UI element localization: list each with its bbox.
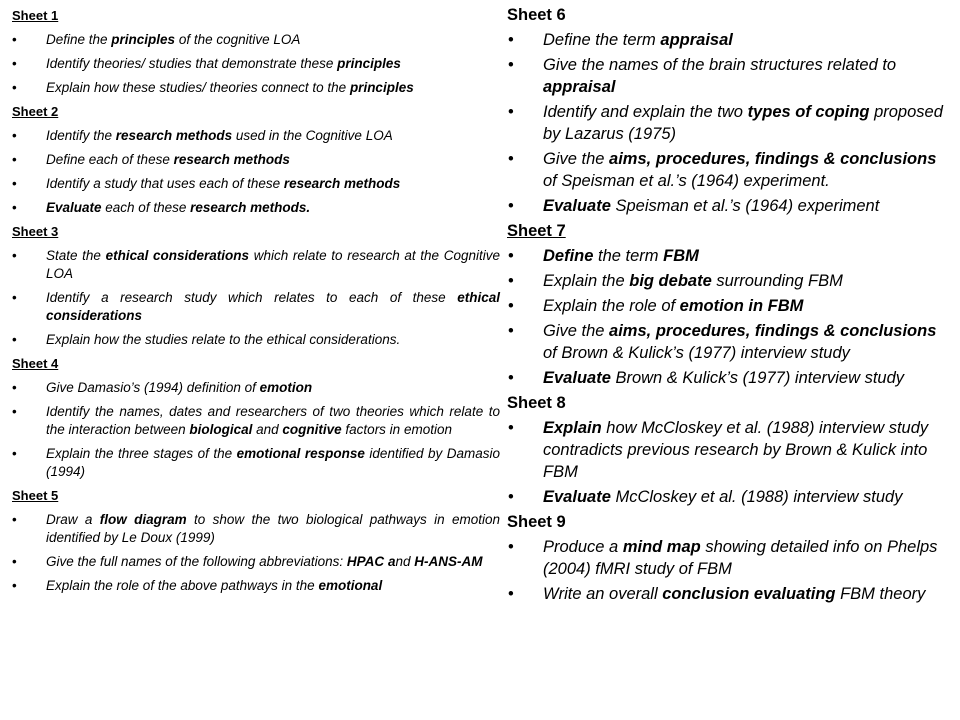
task-text: Brown & Kulick’s (1977) interview study: [610, 369, 905, 387]
sheet-task-list: [12, 247, 500, 349]
sheet-task-list: [12, 379, 500, 481]
task-text: Identify a study that uses each of these: [46, 176, 284, 191]
task-text: Explain the role of: [543, 297, 680, 315]
task-text: proposed by Lazarus (1975): [543, 103, 943, 143]
task-keyword: Evaluate: [46, 200, 102, 215]
task-item: [12, 31, 500, 49]
task-item: [12, 127, 500, 145]
task-item: [12, 331, 500, 349]
task-item: [12, 247, 500, 283]
sheet-task-list: [12, 31, 500, 97]
task-text: Identify a research study which relates to each of these: [46, 290, 458, 305]
task-keyword: HPAC: [346, 554, 385, 569]
task-item: [507, 486, 952, 508]
task-item: [507, 148, 952, 192]
task-keyword: principles: [337, 56, 401, 71]
task-text: factors in emotion: [341, 422, 452, 437]
task-keyword: cognitive: [282, 422, 342, 437]
task-text: how McCloskey et al. (1988) interview study contradicts previous research by Brown & Kulick into FBM: [543, 419, 929, 481]
sheet-heading: Sheet 6: [507, 6, 566, 24]
task-item: [507, 195, 952, 217]
task-text: FBM theory: [835, 585, 926, 603]
task-item: [507, 583, 952, 605]
sheet-task-list: [12, 511, 500, 595]
task-keyword: Explain: [543, 419, 602, 437]
sheet-heading: Sheet 8: [507, 394, 566, 412]
task-text: Define the term: [543, 31, 661, 49]
task-keyword: emotion in FBM: [679, 297, 804, 315]
task-text: Identify and explain the two: [543, 103, 748, 121]
task-text: Explain the role of the above pathways in the: [46, 578, 319, 593]
task-item: [507, 417, 952, 483]
task-keyword: appraisal: [543, 78, 616, 96]
task-keyword: a: [387, 554, 396, 569]
task-keyword: Define: [543, 247, 594, 265]
task-keyword: emotional response: [236, 446, 365, 461]
task-item: [507, 245, 952, 267]
task-keyword: research methods: [115, 128, 233, 143]
task-text: Explain the three stages of the: [46, 446, 237, 461]
sheet-heading: Sheet 4: [12, 356, 59, 371]
left-column: [12, 7, 500, 601]
task-item: [507, 367, 952, 389]
sheet-heading: Sheet 1: [12, 8, 59, 23]
task-item: [12, 199, 500, 217]
sheet-heading: Sheet 2: [12, 104, 59, 119]
task-keyword: Evaluate: [543, 369, 611, 387]
task-keyword: aims, procedures, findings & conclusions: [609, 150, 937, 168]
task-item: [507, 270, 952, 292]
task-text: which relate to research at the Cognitive LOA: [46, 248, 500, 281]
task-keyword: H-ANS-AM: [414, 554, 483, 569]
task-keyword: appraisal: [660, 31, 733, 49]
task-keyword: principles: [111, 32, 176, 47]
task-keyword: research methods.: [190, 200, 311, 215]
task-keyword: ethical considerations: [105, 248, 250, 263]
sheet-task-list: [507, 245, 952, 389]
task-item: [12, 379, 500, 397]
task-text: Speisman et al.’s (1964) experiment: [610, 197, 880, 215]
sheet-task-list: [12, 127, 500, 217]
task-keyword: ethical considerations: [46, 290, 500, 323]
sheet-heading: Sheet 7: [507, 222, 566, 240]
task-item: [12, 289, 500, 325]
sheet-task-list: [507, 417, 952, 508]
task-text: used in the Cognitive LOA: [232, 128, 393, 143]
task-keyword: principles: [349, 80, 414, 95]
task-text: Identify the names, dates and researchers of two theories which relate to the interaction between: [46, 404, 500, 437]
sheet-heading: Sheet 5: [12, 488, 59, 503]
task-item: [12, 403, 500, 439]
sheet-heading: Sheet 3: [12, 224, 59, 239]
task-text: Produce a: [543, 538, 623, 556]
task-text: nd: [395, 554, 415, 569]
task-text: and: [252, 422, 283, 437]
task-text: Explain how these studies/ theories connect to the: [46, 80, 350, 95]
task-text: of Speisman et al.’s (1964) experiment.: [543, 172, 830, 190]
task-keyword: emotion: [259, 380, 313, 395]
task-keyword: aims, procedures, findings & conclusions: [609, 322, 937, 340]
task-item: [12, 553, 500, 571]
task-text: Explain the: [543, 272, 630, 290]
task-keyword: mind map: [622, 538, 701, 556]
task-item: [12, 511, 500, 547]
task-text: Write an overall: [543, 585, 663, 603]
task-keyword: emotional: [318, 578, 383, 593]
task-text: Identify theories/ studies that demonstrate these: [46, 56, 338, 71]
task-item: [507, 536, 952, 580]
right-column: [507, 4, 952, 608]
task-keyword: research methods: [283, 176, 401, 191]
task-text: Explain how the studies relate to the ethical considerations.: [46, 332, 401, 347]
task-text: Give the names of the brain structures related to: [543, 56, 897, 74]
task-keyword: conclusion evaluating: [662, 585, 836, 603]
task-text: McCloskey et al. (1988) interview study: [610, 488, 903, 506]
task-keyword: big debate: [629, 272, 712, 290]
task-item: [507, 101, 952, 145]
task-text: Give the full names of the following abbreviations:: [46, 554, 347, 569]
task-text: Give the: [543, 150, 610, 168]
task-keyword: biological: [189, 422, 253, 437]
task-item: [12, 577, 500, 595]
task-keyword: FBM: [663, 247, 699, 265]
task-text: of Brown & Kulick’s (1977) interview study: [543, 344, 850, 362]
task-item: [12, 151, 500, 169]
task-text: identified by Damasio (1994): [46, 446, 500, 479]
task-text: surrounding FBM: [711, 272, 843, 290]
task-item: [507, 320, 952, 364]
task-text: of the cognitive LOA: [175, 32, 301, 47]
task-keyword: research methods: [173, 152, 290, 167]
task-item: [12, 445, 500, 481]
sheet-task-list: [507, 29, 952, 217]
task-text: Draw a: [46, 512, 100, 527]
task-keyword: Evaluate: [543, 197, 611, 215]
task-text: to show the two biological pathways in emotion identified by Le Doux (1999): [46, 512, 500, 545]
task-item: [12, 79, 500, 97]
task-item: [507, 29, 952, 51]
task-text: each of these: [101, 200, 191, 215]
task-keyword: types of coping: [747, 103, 870, 121]
task-keyword: Evaluate: [543, 488, 611, 506]
task-text: State the: [46, 248, 106, 263]
sheet-task-list: [507, 536, 952, 605]
task-text: Define each of these: [46, 152, 174, 167]
task-text: Give Damasio’s (1994) definition of: [46, 380, 260, 395]
task-text: showing detailed info on Phelps (2004) fMRI study of FBM: [543, 538, 938, 578]
task-text: Identify the: [46, 128, 116, 143]
task-item: [507, 295, 952, 317]
task-item: [507, 54, 952, 98]
task-item: [12, 55, 500, 73]
task-text: Define the: [46, 32, 112, 47]
sheet-heading: Sheet 9: [507, 513, 566, 531]
task-item: [12, 175, 500, 193]
task-text: the term: [593, 247, 664, 265]
task-text: Give the: [543, 322, 610, 340]
task-keyword: flow diagram: [99, 512, 187, 527]
